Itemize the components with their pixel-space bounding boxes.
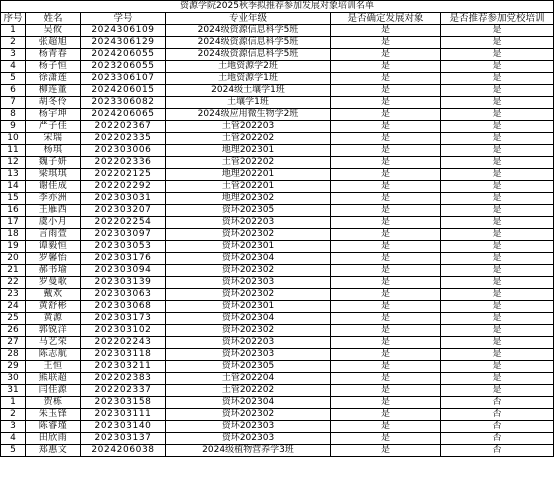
table-row (1, 49, 554, 61)
cell-name[interactable]: 陈睿瑾 (26, 421, 81, 433)
cell-development-target[interactable]: 是 (331, 397, 441, 409)
table-row (1, 193, 554, 205)
cell-name[interactable]: 罗馨怡 (26, 253, 81, 265)
cell-name[interactable]: 黄源 (26, 313, 81, 325)
cell-party-school-training[interactable]: 是 (441, 61, 554, 73)
cell-major-grade[interactable]: 2024级资源信息科学5班 (166, 49, 331, 61)
cell-party-school-training[interactable]: 否 (441, 397, 554, 409)
cell-index[interactable]: 28 (1, 349, 26, 361)
cell-development-target[interactable]: 是 (331, 169, 441, 181)
table-row (1, 397, 554, 409)
header-major-grade[interactable]: 专业年级 (166, 13, 331, 25)
cell-major-grade[interactable]: 2024级应用微生物学2班 (166, 109, 331, 121)
cell-name[interactable]: 宋瑞 (26, 133, 81, 145)
cell-index[interactable]: 1 (1, 397, 26, 409)
cell-name[interactable]: 马艺荣 (26, 337, 81, 349)
table-row (1, 265, 554, 277)
cell-student-id[interactable]: 202303068 (81, 301, 166, 313)
cell-student-id[interactable]: 202303158 (81, 397, 166, 409)
cell-party-school-training[interactable]: 否 (441, 421, 554, 433)
cell-party-school-training[interactable]: 是 (441, 385, 554, 397)
cell-student-id[interactable]: 2024206038 (81, 445, 166, 457)
cell-development-target[interactable]: 是 (331, 145, 441, 157)
cell-index[interactable]: 7 (1, 97, 26, 109)
cell-index[interactable]: 14 (1, 181, 26, 193)
cell-name[interactable]: 田欣雨 (26, 433, 81, 445)
cell-student-id[interactable]: 202303140 (81, 421, 166, 433)
cell-student-id[interactable]: 2024306109 (81, 25, 166, 37)
cell-development-target[interactable]: 是 (331, 205, 441, 217)
cell-name[interactable]: 黄舒彬 (26, 301, 81, 313)
cell-major-grade[interactable]: 地理202302 (166, 193, 331, 205)
table-row (1, 277, 554, 289)
cell-development-target[interactable]: 是 (331, 85, 441, 97)
cell-development-target[interactable]: 是 (331, 277, 441, 289)
cell-development-target[interactable]: 是 (331, 409, 441, 421)
cell-party-school-training[interactable]: 是 (441, 289, 554, 301)
cell-major-grade[interactable]: 资环202203 (166, 337, 331, 349)
cell-party-school-training[interactable]: 是 (441, 85, 554, 97)
cell-major-grade[interactable]: 地理202301 (166, 145, 331, 157)
cell-development-target[interactable]: 是 (331, 301, 441, 313)
cell-student-id[interactable]: 2024206015 (81, 85, 166, 97)
cell-party-school-training[interactable]: 是 (441, 121, 554, 133)
table-row (1, 241, 554, 253)
cell-index[interactable]: 29 (1, 361, 26, 373)
cell-name[interactable]: 魏子妍 (26, 157, 81, 169)
cell-major-grade[interactable]: 土地资源学2班 (166, 61, 331, 73)
cell-development-target[interactable]: 是 (331, 37, 441, 49)
cell-party-school-training[interactable]: 是 (441, 277, 554, 289)
table-row (1, 325, 554, 337)
cell-index[interactable]: 26 (1, 325, 26, 337)
cell-student-id[interactable]: 202202367 (81, 121, 166, 133)
cell-index[interactable]: 11 (1, 145, 26, 157)
cell-student-id[interactable]: 202303097 (81, 229, 166, 241)
cell-name[interactable]: 杨琪 (26, 145, 81, 157)
cell-name[interactable]: 闫佳源 (26, 385, 81, 397)
table-row (1, 37, 554, 49)
table-row (1, 217, 554, 229)
cell-student-id[interactable]: 202303211 (81, 361, 166, 373)
cell-student-id[interactable]: 2024206055 (81, 49, 166, 61)
table-row (1, 229, 554, 241)
cell-party-school-training[interactable]: 是 (441, 25, 554, 37)
cell-name[interactable]: 言雨萱 (26, 229, 81, 241)
cell-party-school-training[interactable]: 是 (441, 253, 554, 265)
cell-major-grade[interactable]: 资环202303 (166, 433, 331, 445)
cell-major-grade[interactable]: 土管202201 (166, 181, 331, 193)
cell-major-grade[interactable]: 资环202302 (166, 409, 331, 421)
cell-major-grade[interactable]: 资环202301 (166, 301, 331, 313)
cell-party-school-training[interactable]: 是 (441, 313, 554, 325)
cell-student-id[interactable]: 202202254 (81, 217, 166, 229)
cell-development-target[interactable]: 是 (331, 61, 441, 73)
cell-index[interactable]: 19 (1, 241, 26, 253)
table-row (1, 445, 554, 457)
cell-name[interactable]: 严子佳 (26, 121, 81, 133)
cell-development-target[interactable]: 是 (331, 181, 441, 193)
cell-party-school-training[interactable]: 是 (441, 169, 554, 181)
table-row (1, 145, 554, 157)
cell-development-target[interactable]: 是 (331, 73, 441, 85)
cell-name[interactable]: 郭锐洋 (26, 325, 81, 337)
table-row (1, 361, 554, 373)
cell-development-target[interactable]: 是 (331, 265, 441, 277)
table-row (1, 421, 554, 433)
cell-student-id[interactable]: 2023306107 (81, 73, 166, 85)
cell-major-grade[interactable]: 资环202303 (166, 349, 331, 361)
cell-major-grade[interactable]: 资环202305 (166, 205, 331, 217)
cell-student-id[interactable]: 202303094 (81, 265, 166, 277)
cell-major-grade[interactable]: 资环202303 (166, 277, 331, 289)
cell-student-id[interactable]: 2023206055 (81, 61, 166, 73)
table-row (1, 289, 554, 301)
cell-index[interactable]: 2 (1, 409, 26, 421)
cell-major-grade[interactable]: 资环202302 (166, 265, 331, 277)
cell-party-school-training[interactable]: 否 (441, 409, 554, 421)
cell-development-target[interactable]: 是 (331, 25, 441, 37)
table-row (1, 85, 554, 97)
table-title[interactable]: 资源学院2025秋季拟推荐参加发展对象培训名单 (1, 1, 554, 13)
cell-name[interactable]: 吴攸 (26, 25, 81, 37)
cell-index[interactable]: 13 (1, 169, 26, 181)
cell-party-school-training[interactable]: 是 (441, 265, 554, 277)
cell-development-target[interactable]: 是 (331, 121, 441, 133)
cell-student-id[interactable]: 202303176 (81, 253, 166, 265)
cell-name[interactable]: 谭毅恒 (26, 241, 81, 253)
cell-student-id[interactable]: 202303139 (81, 277, 166, 289)
cell-party-school-training[interactable]: 是 (441, 133, 554, 145)
cell-major-grade[interactable]: 资环202305 (166, 361, 331, 373)
cell-party-school-training[interactable]: 是 (441, 373, 554, 385)
cell-party-school-training[interactable]: 是 (441, 205, 554, 217)
cell-party-school-training[interactable]: 是 (441, 241, 554, 253)
cell-student-id[interactable]: 202202335 (81, 133, 166, 145)
header-student-id[interactable]: 学号 (81, 13, 166, 25)
cell-major-grade[interactable]: 土壤学1班 (166, 97, 331, 109)
cell-name[interactable]: 张超旭 (26, 37, 81, 49)
cell-index[interactable]: 3 (1, 49, 26, 61)
cell-index[interactable]: 30 (1, 373, 26, 385)
cell-student-id[interactable]: 202303207 (81, 205, 166, 217)
cell-index[interactable]: 18 (1, 229, 26, 241)
cell-index[interactable]: 6 (1, 85, 26, 97)
cell-name[interactable]: 罗曼歌 (26, 277, 81, 289)
cell-development-target[interactable]: 是 (331, 229, 441, 241)
cell-major-grade[interactable]: 土管202202 (166, 157, 331, 169)
cell-name[interactable]: 郑惠文 (26, 445, 81, 457)
cell-major-grade[interactable]: 资环202302 (166, 289, 331, 301)
cell-name[interactable]: 贺栋 (26, 397, 81, 409)
cell-index[interactable]: 15 (1, 193, 26, 205)
cell-name[interactable]: 胡冬伶 (26, 97, 81, 109)
cell-name[interactable]: 杨青春 (26, 49, 81, 61)
cell-party-school-training[interactable]: 是 (441, 301, 554, 313)
cell-student-id[interactable]: 202303173 (81, 313, 166, 325)
cell-student-id[interactable]: 202202337 (81, 385, 166, 397)
cell-development-target[interactable]: 是 (331, 49, 441, 61)
cell-student-id[interactable]: 202303111 (81, 409, 166, 421)
cell-party-school-training[interactable]: 是 (441, 217, 554, 229)
cell-student-id[interactable]: 2024306129 (81, 37, 166, 49)
cell-party-school-training[interactable]: 否 (441, 445, 554, 457)
cell-student-id[interactable]: 202202243 (81, 337, 166, 349)
table-row (1, 337, 554, 349)
cell-name[interactable]: 谢佳成 (26, 181, 81, 193)
cell-major-grade[interactable]: 2024级资源信息科学5班 (166, 37, 331, 49)
cell-major-grade[interactable]: 土管202202 (166, 133, 331, 145)
cell-party-school-training[interactable]: 是 (441, 325, 554, 337)
cell-index[interactable]: 10 (1, 133, 26, 145)
cell-major-grade[interactable]: 资环202303 (166, 421, 331, 433)
cell-name[interactable]: 陈志航 (26, 349, 81, 361)
cell-student-id[interactable]: 202303137 (81, 433, 166, 445)
cell-development-target[interactable]: 是 (331, 337, 441, 349)
cell-student-id[interactable]: 202303102 (81, 325, 166, 337)
cell-name[interactable]: 戴欢 (26, 289, 81, 301)
header-name[interactable]: 姓名 (26, 13, 81, 25)
table-row (1, 409, 554, 421)
cell-index[interactable]: 5 (1, 445, 26, 457)
cell-major-grade[interactable]: 土管202202 (166, 385, 331, 397)
table-row (1, 205, 554, 217)
cell-student-id[interactable]: 202303006 (81, 145, 166, 157)
cell-student-id[interactable]: 202202383 (81, 373, 166, 385)
cell-student-id[interactable]: 202202125 (81, 169, 166, 181)
cell-development-target[interactable]: 是 (331, 217, 441, 229)
cell-name[interactable]: 朱玉锋 (26, 409, 81, 421)
cell-development-target[interactable]: 是 (331, 241, 441, 253)
cell-student-id[interactable]: 2024206065 (81, 109, 166, 121)
cell-development-target[interactable]: 是 (331, 445, 441, 457)
cell-name[interactable]: 王雁西 (26, 205, 81, 217)
cell-party-school-training[interactable]: 是 (441, 109, 554, 121)
cell-development-target[interactable]: 是 (331, 325, 441, 337)
cell-name[interactable]: 熊联超 (26, 373, 81, 385)
cell-index[interactable]: 3 (1, 421, 26, 433)
table-row (1, 181, 554, 193)
cell-development-target[interactable]: 是 (331, 97, 441, 109)
cell-party-school-training[interactable]: 否 (441, 433, 554, 445)
table-row (1, 253, 554, 265)
table-row (1, 157, 554, 169)
title-row (1, 1, 554, 13)
cell-student-id[interactable]: 202303053 (81, 241, 166, 253)
cell-development-target[interactable]: 是 (331, 289, 441, 301)
cell-party-school-training[interactable]: 是 (441, 361, 554, 373)
cell-party-school-training[interactable]: 是 (441, 73, 554, 85)
cell-index[interactable]: 12 (1, 157, 26, 169)
cell-name[interactable]: 王恒 (26, 361, 81, 373)
cell-party-school-training[interactable]: 是 (441, 37, 554, 49)
cell-index[interactable]: 5 (1, 73, 26, 85)
cell-name[interactable]: 梁琪琪 (26, 169, 81, 181)
cell-student-id[interactable]: 202303031 (81, 193, 166, 205)
cell-student-id[interactable]: 202303063 (81, 289, 166, 301)
cell-name[interactable]: 柳连董 (26, 85, 81, 97)
cell-major-grade[interactable]: 资环202304 (166, 397, 331, 409)
table-row (1, 433, 554, 445)
cell-development-target[interactable]: 是 (331, 373, 441, 385)
cell-major-grade[interactable]: 2024级资源信息科学5班 (166, 25, 331, 37)
cell-index[interactable]: 17 (1, 217, 26, 229)
cell-index[interactable]: 27 (1, 337, 26, 349)
cell-index[interactable]: 4 (1, 61, 26, 73)
table-row (1, 109, 554, 121)
table-row (1, 73, 554, 85)
cell-development-target[interactable]: 是 (331, 421, 441, 433)
cell-student-id[interactable]: 202303118 (81, 349, 166, 361)
header-party-school-training[interactable]: 是否推荐参加党校培训 (441, 13, 554, 25)
cell-major-grade[interactable]: 资环202302 (166, 325, 331, 337)
cell-major-grade[interactable]: 资环202302 (166, 229, 331, 241)
cell-name[interactable]: 李亦洲 (26, 193, 81, 205)
cell-development-target[interactable]: 是 (331, 253, 441, 265)
cell-development-target[interactable]: 是 (331, 433, 441, 445)
cell-name[interactable]: 徐潇莲 (26, 73, 81, 85)
cell-major-grade[interactable]: 2024级植物营养学3班 (166, 445, 331, 457)
header-development-target[interactable]: 是否确定发展对象 (331, 13, 441, 25)
cell-party-school-training[interactable]: 是 (441, 337, 554, 349)
cell-development-target[interactable]: 是 (331, 157, 441, 169)
cell-index[interactable]: 24 (1, 301, 26, 313)
cell-index[interactable]: 21 (1, 265, 26, 277)
cell-major-grade[interactable]: 资环202304 (166, 313, 331, 325)
cell-student-id[interactable]: 202202336 (81, 157, 166, 169)
table-row (1, 61, 554, 73)
table-row (1, 349, 554, 361)
cell-name[interactable]: 郝书瑜 (26, 265, 81, 277)
cell-party-school-training[interactable]: 是 (441, 145, 554, 157)
cell-index[interactable]: 4 (1, 433, 26, 445)
header-row (1, 13, 554, 25)
cell-major-grade[interactable]: 资环202304 (166, 253, 331, 265)
cell-index[interactable]: 8 (1, 109, 26, 121)
cell-student-id[interactable]: 202202292 (81, 181, 166, 193)
cell-major-grade[interactable]: 资环202203 (166, 217, 331, 229)
cell-major-grade[interactable]: 资环202301 (166, 241, 331, 253)
cell-development-target[interactable]: 是 (331, 361, 441, 373)
cell-development-target[interactable]: 是 (331, 109, 441, 121)
cell-development-target[interactable]: 是 (331, 349, 441, 361)
cell-major-grade[interactable]: 土管202203 (166, 121, 331, 133)
cell-name[interactable]: 虞小月 (26, 217, 81, 229)
table-row (1, 25, 554, 37)
cell-development-target[interactable]: 是 (331, 313, 441, 325)
table-row (1, 373, 554, 385)
table-row (1, 385, 554, 397)
cell-student-id[interactable]: 2023306082 (81, 97, 166, 109)
table-row (1, 121, 554, 133)
cell-index[interactable]: 2 (1, 37, 26, 49)
table-row (1, 133, 554, 145)
cell-party-school-training[interactable]: 是 (441, 97, 554, 109)
cell-major-grade[interactable]: 土管202204 (166, 373, 331, 385)
cell-party-school-training[interactable]: 是 (441, 157, 554, 169)
cell-index[interactable]: 1 (1, 25, 26, 37)
cell-index[interactable]: 16 (1, 205, 26, 217)
cell-party-school-training[interactable]: 是 (441, 193, 554, 205)
table-row (1, 313, 554, 325)
cell-development-target[interactable]: 是 (331, 193, 441, 205)
cell-development-target[interactable]: 是 (331, 385, 441, 397)
cell-name[interactable]: 杨子恒 (26, 61, 81, 73)
table-row (1, 97, 554, 109)
cell-index[interactable]: 20 (1, 253, 26, 265)
cell-development-target[interactable]: 是 (331, 133, 441, 145)
cell-party-school-training[interactable]: 是 (441, 49, 554, 61)
header-index[interactable]: 序号 (1, 13, 26, 25)
cell-index[interactable]: 22 (1, 277, 26, 289)
cell-index[interactable]: 31 (1, 385, 26, 397)
cell-index[interactable]: 23 (1, 289, 26, 301)
cell-party-school-training[interactable]: 是 (441, 229, 554, 241)
cell-party-school-training[interactable]: 是 (441, 181, 554, 193)
cell-name[interactable]: 杨宇坤 (26, 109, 81, 121)
cell-index[interactable]: 25 (1, 313, 26, 325)
table-row (1, 169, 554, 181)
cell-major-grade[interactable]: 2024级土壤学1班 (166, 85, 331, 97)
cell-index[interactable]: 9 (1, 121, 26, 133)
table-row (1, 301, 554, 313)
cell-major-grade[interactable]: 地理202201 (166, 169, 331, 181)
cell-major-grade[interactable]: 土地资源学1班 (166, 73, 331, 85)
cell-party-school-training[interactable]: 是 (441, 349, 554, 361)
